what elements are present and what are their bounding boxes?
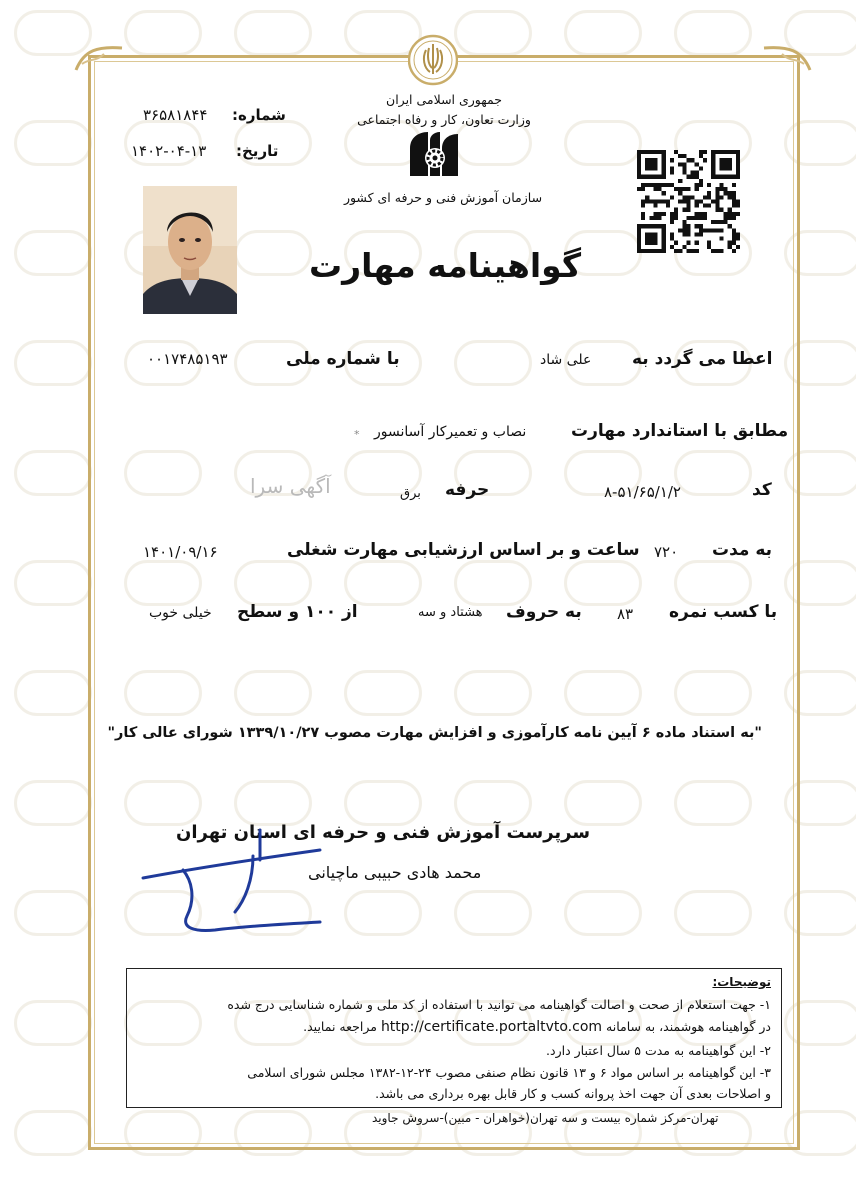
score-label: با کسب نمره — [669, 602, 778, 622]
trade-value: برق — [400, 486, 421, 501]
code-value: ۸-۵۱/۶۵/۱/۲ — [604, 483, 681, 501]
code-label: کد — [752, 480, 772, 500]
watermark-logo — [14, 560, 92, 606]
watermark-logo — [14, 120, 92, 166]
country-name: جمهوری اسلامی ایران — [386, 92, 502, 107]
signatory-name: محمد هادی حبیبی ماچیانی — [308, 863, 482, 882]
corner-ornament-icon — [74, 44, 124, 72]
organization-name: سازمان آموزش فنی و حرفه ای کشور — [343, 190, 543, 205]
signature-mark — [135, 820, 335, 950]
note-line-1: ۱- جهت استعلام از صحت و اصالت گواهینامه می توانید با استفاده از کد ملی و شماره شناسایی درج شده — [227, 997, 771, 1012]
iran-emblem-icon — [408, 28, 458, 88]
watermark-logo — [14, 670, 92, 716]
trade-label: حرفه — [445, 480, 490, 500]
national-id-value: ۰۰۱۷۴۸۵۱۹۳ — [147, 350, 228, 368]
watermark-logo — [14, 340, 92, 386]
watermark-logo — [14, 450, 92, 496]
watermark-logo — [14, 1110, 92, 1156]
number-value: ۳۶۵۸۱۸۴۴ — [143, 106, 208, 124]
holder-photo — [143, 186, 237, 314]
assessment-label: ساعت و بر اساس ارزشیابی مهارت شغلی — [287, 540, 640, 560]
assessment-date: ۱۴۰۱/۰۹/۱۶ — [143, 543, 218, 561]
letters-value: هشتاد و سه — [418, 605, 483, 620]
watermark-logo — [454, 10, 532, 56]
duration-value: ۷۲۰ — [654, 543, 679, 561]
notes-box — [126, 968, 782, 1108]
notes-heading: توضیحات: — [712, 975, 771, 989]
watermark-logo — [14, 1000, 92, 1046]
tvto-logo-icon — [406, 128, 462, 184]
page-title: گواهینامه مهارت — [308, 246, 582, 285]
note-line-3: ۲- این گواهینامه به مدت ۵ سال اعتبار دارد. — [546, 1043, 771, 1058]
level-label: از ۱۰۰ و سطح — [237, 602, 358, 622]
watermark-logo — [124, 10, 202, 56]
corner-ornament-icon — [762, 44, 812, 72]
awarded-label: اعطا می گردد به — [632, 349, 773, 369]
watermark-logo — [234, 10, 312, 56]
watermark-logo — [564, 10, 642, 56]
footer-address: تهران-مرکز شماره بیست و سه تهران(خواهران - مبین)-سروش جاوید — [372, 1111, 719, 1125]
signatory-title: سرپرست آموزش فنی و حرفه ای استان تهران — [176, 822, 591, 843]
score-value: ۸۳ — [617, 605, 634, 623]
duration-label: به مدت — [712, 540, 773, 560]
note-line-4: ۳- این گواهینامه بر اساس مواد ۶ و ۱۳ قانون نظام صنفی مصوب ۲۴-۱۲-۱۳۸۲ مجلس شورای اسلامی — [247, 1065, 771, 1080]
standard-value: نصاب و تعمیرکار آسانسور — [374, 424, 527, 440]
level-value: خیلی خوب — [149, 605, 212, 621]
legal-basis: "به استناد ماده ۶ آیین نامه کارآموزی و افزایش مهارت مصوب ۱۳۳۹/۱۰/۲۷ شورای عالی کار" — [107, 725, 762, 741]
national-id-label: با شماره ملی — [286, 349, 400, 369]
note-line-2-end: مراجعه نمایید. — [303, 1019, 377, 1034]
watermark-logo — [674, 10, 752, 56]
standard-mark: * — [354, 428, 360, 441]
note-line-2-start: در گواهینامه هوشمند، به سامانه — [606, 1019, 771, 1034]
note-line-5: و اصلاحات بعدی آن جهت اخذ پروانه کسب و کار قابل بهره برداری می باشد. — [375, 1086, 771, 1101]
date-label: تاریخ: — [236, 142, 279, 160]
note-line-2 — [303, 1019, 771, 1035]
number-label: شماره: — [232, 106, 286, 124]
holder-name: علی شاد — [540, 352, 592, 368]
ministry-name: وزارت تعاون، کار و رفاه اجتماعی — [357, 112, 531, 127]
watermark-logo — [14, 780, 92, 826]
watermark-text: آگهی سرا — [250, 474, 331, 498]
watermark-logo — [14, 230, 92, 276]
qr-code-icon — [637, 150, 740, 253]
letters-label: به حروف — [506, 602, 582, 622]
date-value: ۱۴۰۲-۰۴-۱۳ — [131, 142, 207, 160]
certificate-url: http://certificate.portaltvto.com — [380, 1019, 603, 1035]
standard-label: مطابق با استاندارد مهارت — [571, 421, 789, 441]
watermark-logo — [14, 890, 92, 936]
